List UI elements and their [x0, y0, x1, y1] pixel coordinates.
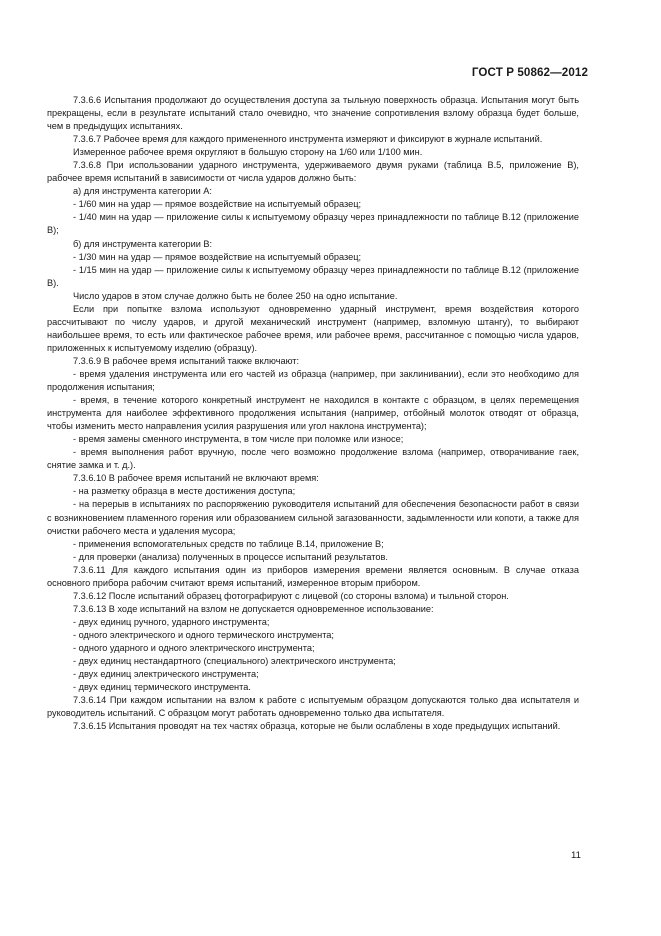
- page-number: 11: [571, 850, 581, 861]
- document-header: [472, 66, 588, 79]
- paragraph: - двух единиц ручного, ударного инструмента;: [73, 616, 270, 627]
- paragraph: 7.3.6.15 Испытания проводят на тех частях образца, которые не были ослаблены в ходе предыдущих испытаний.: [73, 721, 561, 732]
- paragraph: - одного ударного и одного электрического инструмента;: [73, 642, 315, 653]
- paragraph: - одного электрического и одного термического инструмента;: [73, 629, 334, 640]
- paragraph: - 1/30 мин на удар — прямое воздействие на испытуемый образец;: [73, 251, 362, 262]
- paragraph: - 1/60 мин на удар — прямое воздействие на испытуемый образец;: [73, 199, 362, 210]
- paragraph: 7.3.6.7 Рабочее время для каждого примененного инструмента измеряют и фиксируют в журнале испытаний.: [73, 134, 543, 145]
- paragraph: Измеренное рабочее время округляют в большую сторону на 1/60 или 1/100 мин.: [73, 147, 423, 158]
- paragraph: - двух единиц электрического инструмента;: [73, 669, 259, 680]
- document-body: [47, 94, 579, 733]
- paragraph: - 1/15 мин на удар — приложение силы к испытуемому образцу через принадлежности по таблице В.12 (приложение В).: [47, 264, 579, 288]
- paragraph: - для проверки (анализа) полученных в процессе испытаний результатов.: [73, 551, 388, 562]
- paragraph: Число ударов в этом случае должно быть не более 250 на одно испытание.: [73, 290, 398, 301]
- paragraph: - время замены сменного инструмента, в том числе при поломке или износе;: [73, 434, 404, 445]
- paragraph: 7.3.6.8 При использовании ударного инструмента, удерживаемого двумя руками (таблица В.5, приложение В), рабочее время испытаний в зависимости от числа ударов должно быть:: [47, 160, 579, 184]
- paragraph: 7.3.6.13 В ходе испытаний на взлом не допускается одновременное использование:: [73, 603, 434, 614]
- paragraph: - время, в течение которого конкретный инструмент не находился в контакте с образцом, в целях перемещения инструмента для наиболее эффективного продолжения испытания (например, отбойный молоток отводят от образца, чтобы изменить место направления усилия разрушения или угол наклона инструмента);: [47, 395, 579, 432]
- paragraph: - время выполнения работ вручную, после чего возможно продолжение взлома (например, отворачивание гаек, снятие замка и т. д.).: [47, 447, 579, 471]
- paragraph: Если при попытке взлома используют одновременно ударный инструмент, время воздействия которого рассчитывают по числу ударов, и другой механический инструмент (например, взломную штангу), то выбирают наибольшее время, то есть или фактическое рабочее время, или рабочее время, рассчитанное с помощью числа ударов, приложенных к испытуемому изделию (образцу).: [47, 303, 579, 353]
- document-id: ГОСТ Р 50862—2012: [471, 66, 588, 79]
- paragraph: а) для инструмента категории А:: [73, 186, 212, 197]
- paragraph: - на разметку образца в месте достижения доступа;: [73, 486, 296, 497]
- paragraph: - двух единиц нестандартного (специального) электрического инструмента;: [73, 656, 396, 667]
- paragraph: б) для инструмента категории В:: [73, 238, 213, 249]
- paragraph: 7.3.6.6 Испытания продолжают до осуществления доступа за тыльную поверхность образца. Испытания могут быть прекращены, если в результате испытаний стало очевидно, что значение сопротивления взлому образца будет больше, чем в предыдущих испытаниях.: [47, 95, 579, 132]
- paragraph: 7.3.6.11 Для каждого испытания один из приборов измерения времени является основным. В случае отказа основного прибора рабочим считают время испытаний, измеренное вторым прибором.: [47, 564, 579, 588]
- paragraph: 7.3.6.14 При каждом испытании на взлом к работе с испытуемым образцом допускаются только два испытателя и руководитель испытаний. С образцом могут работать одновременно только два испытателя.: [47, 695, 579, 719]
- paragraph: - на перерыв в испытаниях по распоряжению руководителя испытаний для обеспечения безопасности работ в связи с возникновением пламенного горения или образованием сильной загазованности, задымленности или копоти, а также для очистки рабочего места и удаления мусора;: [47, 499, 579, 536]
- paragraph: 7.3.6.12 После испытаний образец фотографируют с лицевой (со стороны взлома) и тыльной сторон.: [73, 590, 509, 601]
- paragraph: - время удаления инструмента или его частей из образца (например, при заклинивании), если это необходимо для продолжения испытания;: [47, 368, 579, 393]
- paragraph: - применения вспомогательных средств по таблице В.14, приложение В;: [73, 538, 384, 549]
- paragraph: 7.3.6.9 В рабочее время испытаний также включают:: [73, 355, 300, 366]
- paragraph: - двух единиц термического инструмента.: [73, 682, 251, 693]
- paragraph: - 1/40 мин на удар — приложение силы к испытуемому образцу через принадлежности по таблице В.12 (приложение В);: [47, 212, 579, 236]
- paragraph: 7.3.6.10 В рабочее время испытаний не включают время:: [73, 473, 319, 484]
